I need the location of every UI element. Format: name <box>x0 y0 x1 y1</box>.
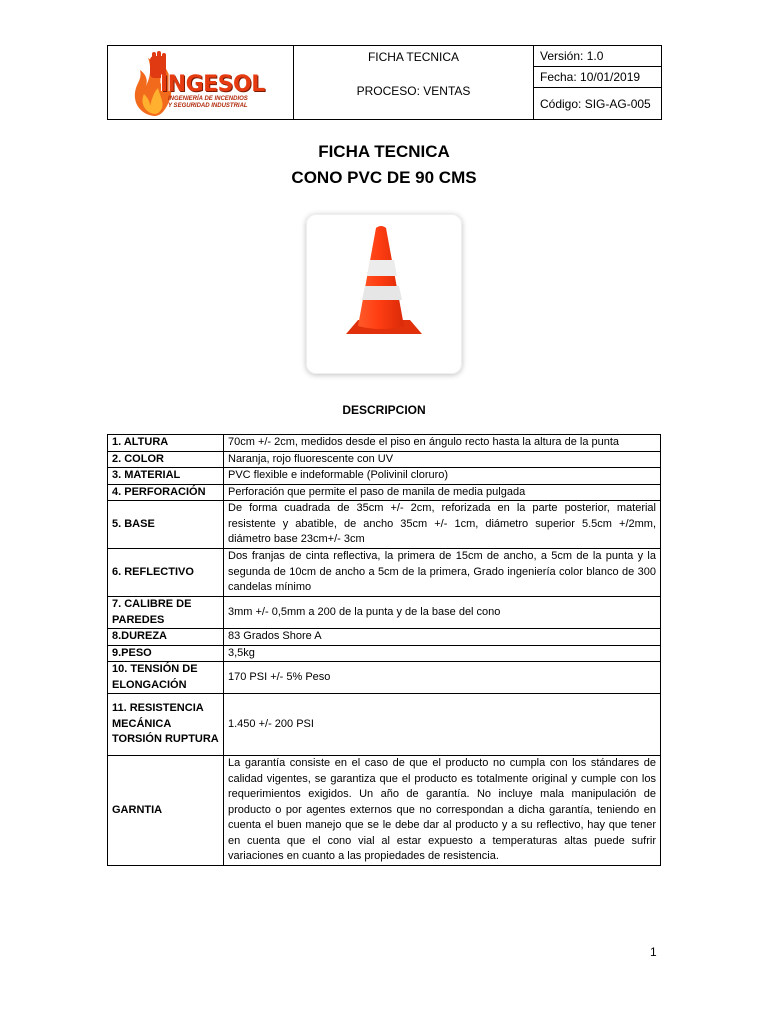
table-row <box>108 694 661 756</box>
table-row <box>108 629 661 646</box>
spec-label: 3. MATERIAL <box>108 468 224 485</box>
spec-value: 1.450 +/- 200 PSI <box>224 694 661 756</box>
logo-tagline: INGENIERÍA DE INCENDIOS Y SEGURIDAD INDUSTRIAL <box>168 96 248 109</box>
product-image <box>306 214 462 374</box>
code-cell: Código: SIG-AG-005 <box>534 88 662 120</box>
spec-value: Naranja, rojo fluorescente con UV <box>224 451 661 468</box>
spec-value: Dos franjas de cinta reflectiva, la primera de 15cm de ancho, a 5cm de la punta y la segunda de 10cm de ancho a 5cm de la primera, Grado ingeniería color blanco de 300 candelas mínimo <box>224 549 661 597</box>
spec-value: Perforación que permite el paso de manila de media pulgada <box>224 484 661 501</box>
spec-label: 6. REFLECTIVO <box>108 549 224 597</box>
spec-label: 11. RESISTENCIA MECÁNICA TORSIÓN RUPTURA <box>108 694 224 756</box>
description-heading: DESCRIPCION <box>342 403 426 417</box>
date-cell: Fecha: 10/01/2019 <box>534 67 662 88</box>
table-row <box>108 662 661 694</box>
spec-label: 9.PESO <box>108 645 224 662</box>
table-row <box>108 501 661 549</box>
spec-value: 3mm +/- 0,5mm a 200 de la punta y de la base del cono <box>224 597 661 629</box>
spec-value: PVC flexible e indeformable (Polivinil cloruro) <box>224 468 661 485</box>
logo-cell <box>108 46 294 120</box>
spec-label: 5. BASE <box>108 501 224 549</box>
spec-value: 3,5kg <box>224 645 661 662</box>
spec-label: 7. CALIBRE DE PAREDES <box>108 597 224 629</box>
table-row <box>108 484 661 501</box>
spec-value: 83 Grados Shore A <box>224 629 661 646</box>
spec-label: GARNTIA <box>108 756 224 866</box>
table-row <box>108 451 661 468</box>
table-row <box>108 435 661 452</box>
table-row <box>108 756 661 866</box>
spec-label: 1. ALTURA <box>108 435 224 452</box>
table-row <box>108 597 661 629</box>
specifications-table <box>107 434 661 866</box>
version-cell: Versión: 1.0 <box>534 46 662 67</box>
document-header <box>107 45 662 120</box>
traffic-cone-icon <box>306 214 462 374</box>
process-label: PROCESO: VENTAS <box>356 84 471 98</box>
product-title: CONO PVC DE 90 CMS <box>291 168 477 187</box>
spec-label: 4. PERFORACIÓN <box>108 484 224 501</box>
company-logo <box>124 48 284 118</box>
table-row <box>108 645 661 662</box>
document-type-cell <box>294 46 534 120</box>
spec-value: La garantía consiste en el caso de que el producto no cumpla con los stándares de calidad vigentes, se garantiza que el producto es totalmente original y cumple con los requerimientos exigidos. Un año de garantía. No incluye mala manipulación de producto o por agentes externos que no correspondan a dicha garantía, teniendo en cuenta el buen manejo que se le debe dar al producto y a su reflectivo, hay que tener en cuenta que el cono vial al estar expuesto a temperaturas altas puede sufrir variaciones en cuanto a las propiedades de resistencia. <box>224 756 661 866</box>
spec-value: De forma cuadrada de 35cm +/- 2cm, reforizada en la parte posterior, material resistente y abatible, de ancho 35cm +/- 1cm, diámetro superior 5.5cm +/2mm, diámetro base 23cm+/- 3cm <box>224 501 661 549</box>
page-title: FICHA TECNICA <box>318 142 450 161</box>
page-number: 1 <box>650 945 657 959</box>
logo-wordmark: INGESOL <box>160 72 265 97</box>
spec-label: 8.DUREZA <box>108 629 224 646</box>
spec-label: 10. TENSIÓN DE ELONGACIÓN <box>108 662 224 694</box>
spec-value: 70cm +/- 2cm, medidos desde el piso en ángulo recto hasta la altura de la punta <box>224 435 661 452</box>
document-type: FICHA TECNICA <box>367 50 460 64</box>
table-row <box>108 468 661 485</box>
table-row <box>108 549 661 597</box>
spec-label: 2. COLOR <box>108 451 224 468</box>
spec-value: 170 PSI +/- 5% Peso <box>224 662 661 694</box>
